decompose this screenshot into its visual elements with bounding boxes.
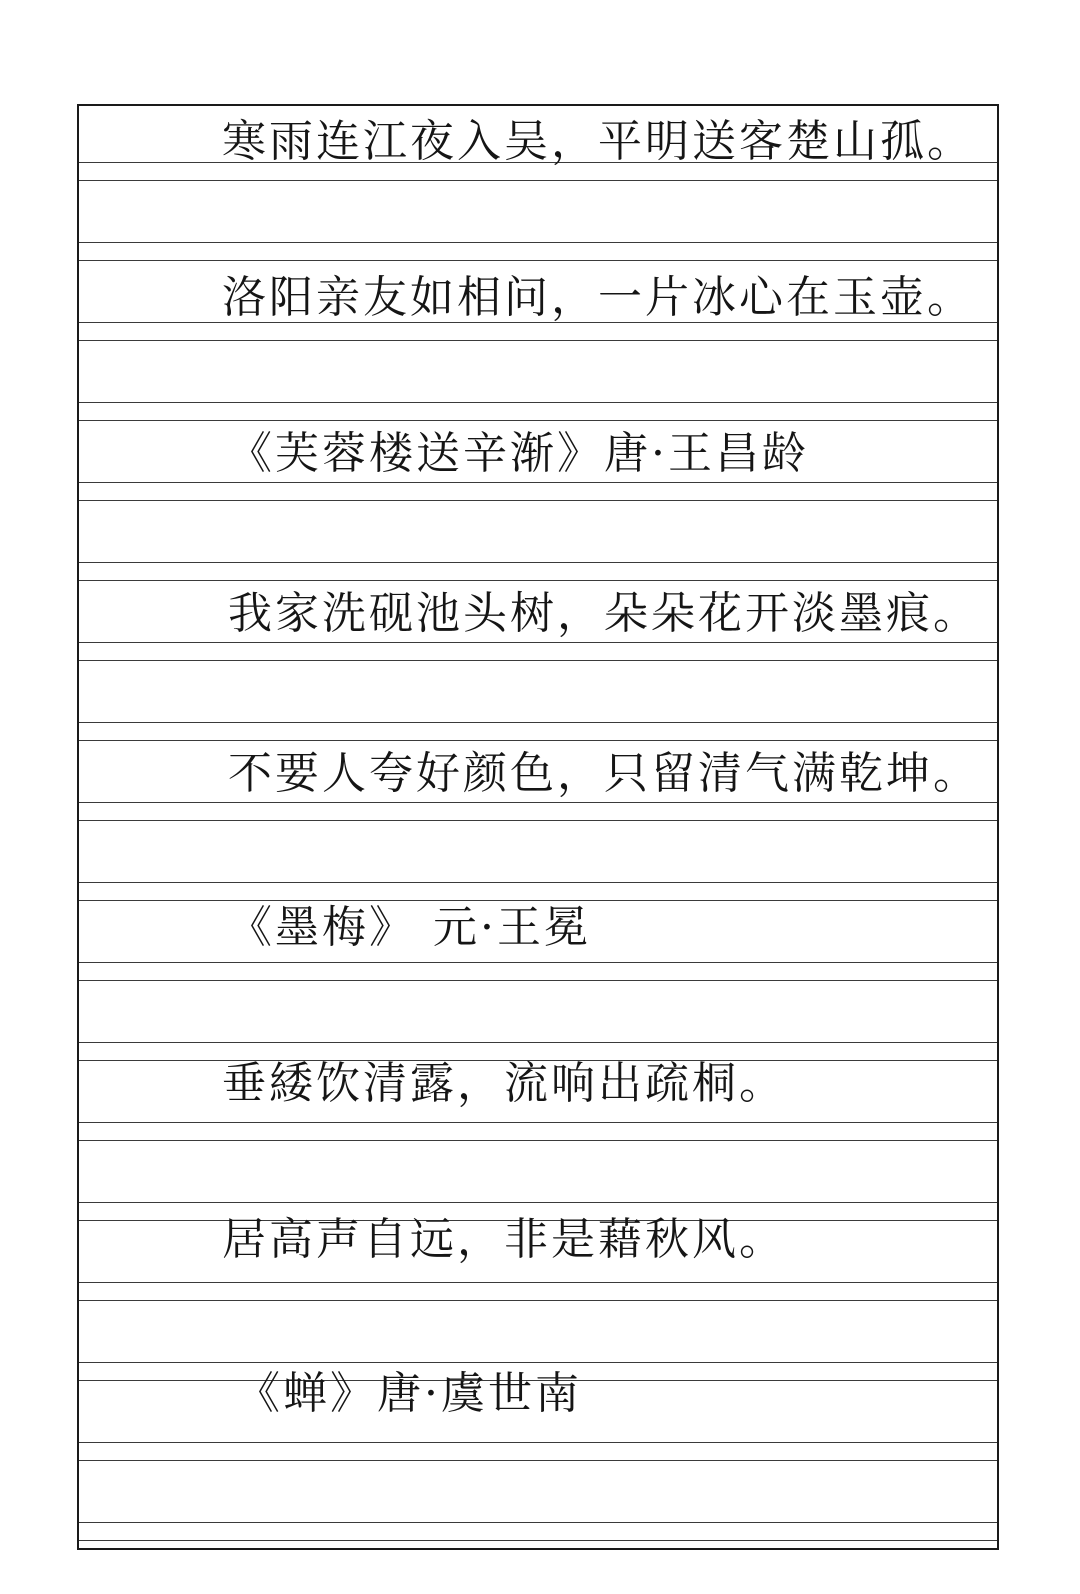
rule-line <box>79 1202 997 1203</box>
rule-line <box>79 180 997 181</box>
rule-line <box>79 962 997 963</box>
poem-line-6: 居高声自远，非是藉秋风。 <box>222 1214 786 1265</box>
poem-line-5: 垂緌饮清露，流响出疏桐。 <box>222 1058 786 1109</box>
poem-line-1: 寒雨连江夜入吴，平明送客楚山孤。 <box>222 116 974 167</box>
rule-line <box>79 740 997 741</box>
rule-line <box>79 722 997 723</box>
poem-line-4: 不要人夸好颜色，只留清气满乾坤。 <box>228 748 980 799</box>
rule-line <box>79 1362 997 1363</box>
rule-line <box>79 1122 997 1123</box>
rule-line <box>79 482 997 483</box>
rule-line <box>79 1460 997 1461</box>
poem-line-3: 我家洗砚池头树，朵朵花开淡墨痕。 <box>228 588 980 639</box>
rule-line <box>79 1282 997 1283</box>
rule-line <box>79 420 997 421</box>
rule-line <box>79 1522 997 1523</box>
rule-line <box>79 562 997 563</box>
poem-title-attribution-1: 《芙蓉楼送辛渐》唐·王昌龄 <box>228 428 809 479</box>
rule-line <box>79 802 997 803</box>
poem-line-2: 洛阳亲友如相问，一片冰心在玉壶。 <box>222 272 974 323</box>
rule-line <box>79 642 997 643</box>
rule-line <box>79 500 997 501</box>
rule-line <box>79 1140 997 1141</box>
rule-line <box>79 660 997 661</box>
rule-line <box>79 1300 997 1301</box>
poem-title-attribution-2: 《墨梅》 元·王冕 <box>228 902 591 953</box>
rule-line <box>79 340 997 341</box>
rule-line <box>79 1442 997 1443</box>
rule-line <box>79 1540 997 1541</box>
rule-line <box>79 882 997 883</box>
rule-line <box>79 980 997 981</box>
poem-title-attribution-3: 《蝉》唐·虞世南 <box>236 1368 582 1419</box>
rule-line <box>79 260 997 261</box>
rule-line <box>79 402 997 403</box>
rule-line <box>79 820 997 821</box>
rule-line <box>79 1042 997 1043</box>
rule-line <box>79 580 997 581</box>
rule-line <box>79 900 997 901</box>
rule-line <box>79 242 997 243</box>
